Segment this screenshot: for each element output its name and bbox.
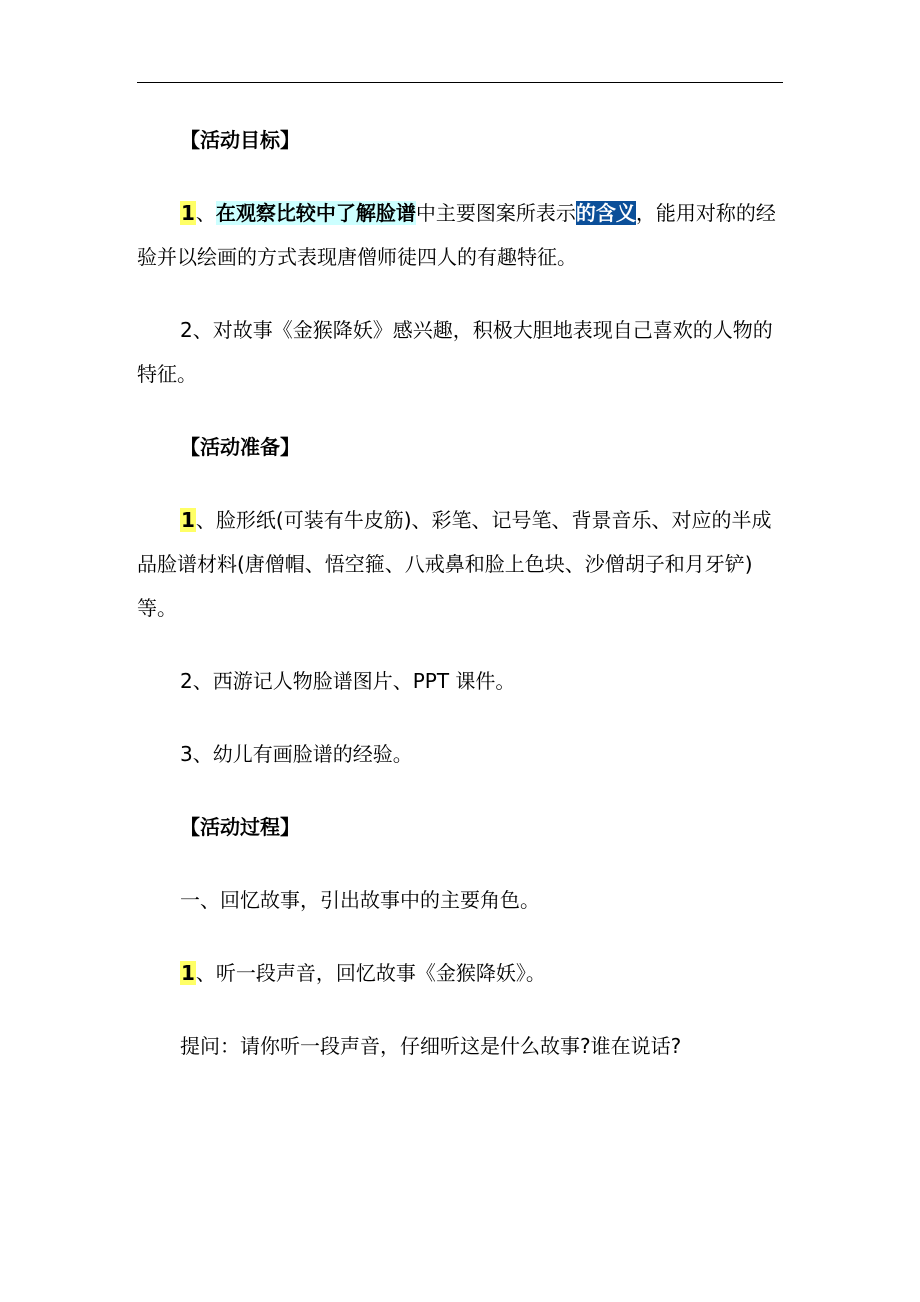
goal-1-separator: 、 (195, 201, 216, 225)
prep-item-3: 3、幼儿有画脸谱的经验。 (180, 742, 413, 766)
goal-1-middle-text: 中主要图案所表示 (415, 201, 576, 225)
goal-1-number: 1 (181, 201, 195, 225)
goal-1-highlight-meaning: 的含义 (575, 201, 636, 225)
goal-item-2: 2、对故事《金猴降妖》感兴趣，积极大胆地表现自己喜欢的人物的特征。 (137, 318, 773, 386)
document-body (137, 118, 783, 1097)
prep-item-2: 2、西游记人物脸谱图片、PPT 课件。 (180, 669, 516, 693)
prep-1-number: 1 (181, 508, 195, 532)
goal-1-rest-text: ，能用对称的经验并以绘画的方式表现唐僧师徒四人的有趣特征。 (137, 201, 776, 269)
goals-heading: 【活动目标】 (180, 128, 300, 152)
prep-1-text: 、脸形纸(可装有牛皮筋)、彩笔、记号笔、背景音乐、对应的半成品脸谱材料(唐僧帽、悟空箍、八戒鼻和脸上色块、沙僧胡子和月牙铲)等。 (137, 508, 772, 620)
goal-1-highlight-phrase: 在观察比较中了解脸谱 (215, 201, 416, 225)
step-1-1-number: 1 (181, 961, 195, 985)
prep-item-1 (137, 498, 783, 630)
goal-item-1 (137, 191, 783, 279)
question-text: 提问：请你听一段声音，仔细听这是什么故事?谁在说话? (180, 1034, 682, 1058)
process-heading: 【活动过程】 (180, 815, 300, 839)
process-step-1: 一、回忆故事，引出故事中的主要角色。 (180, 888, 540, 912)
prep-heading: 【活动准备】 (180, 435, 300, 459)
process-step-1-1 (137, 951, 783, 995)
header-rule (137, 82, 783, 83)
step-1-1-text: 、听一段声音，回忆故事《金猴降妖》。 (195, 961, 546, 985)
